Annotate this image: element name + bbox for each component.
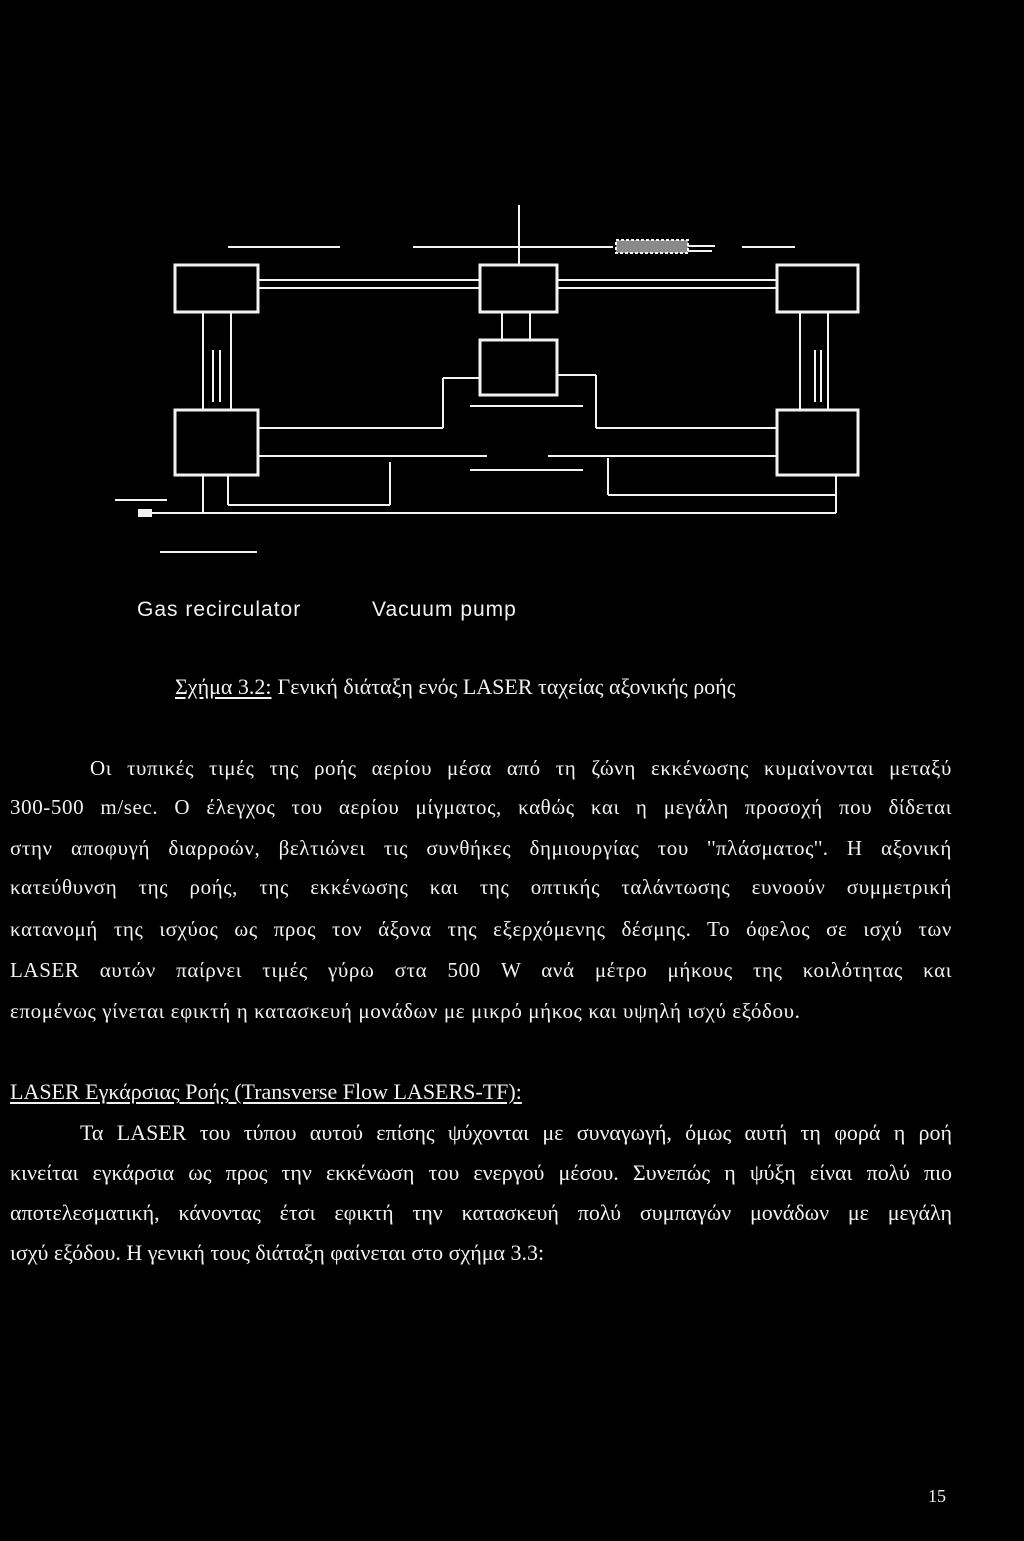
paragraph-line: Τα LASER του τύπου αυτού επίσης ψύχονται με συναγωγή, όμως αυτή τη φορά η ροή — [80, 1120, 952, 1145]
paragraph-line: ισχύ εξόδου. Η γενική τους διάταξη φαίνεται στο σχήμα 3.3: — [10, 1240, 545, 1265]
page-number: 15 — [928, 1486, 946, 1506]
right-vertical-pipe — [800, 312, 828, 410]
section-heading: LASER Εγκάρσιας Ροής (Transverse Flow LASERS-TF): — [10, 1079, 522, 1104]
center-middle-box — [480, 340, 557, 395]
left-vertical-pipe — [203, 312, 231, 410]
figure-caption — [175, 674, 735, 700]
paragraph-line: Οι τυπικές τιμές της ροής αερίου μέσα από τη ζώνη εκκένωσης κυμαίνονται μεταξύ — [90, 756, 952, 780]
lower-left-box — [175, 410, 258, 475]
upper-left-box — [175, 265, 258, 312]
discharge-tube — [470, 406, 583, 470]
paragraph-line: επομένως γίνεται εφικτή η κατασκευή μονάδων με μικρό μήκος και υψηλή ισχύ εξόδου. — [10, 999, 801, 1023]
paragraph-line: 300-500 m/sec. Ο έλεγχος του αερίου μίγματος, καθώς και η μεγάλη προσοχή που δίδεται — [10, 795, 952, 819]
bottom-return-lines — [115, 458, 836, 552]
paragraph-line: κατεύθυνση της ροής, της εκκένωσης και της οπτικής ταλάντωσης ευνοούν συμμετρική — [10, 875, 952, 899]
center-connectors — [443, 312, 596, 428]
lower-right-box — [777, 410, 858, 475]
laser-schematic-diagram — [0, 0, 1024, 580]
top-line-component — [616, 240, 688, 253]
paragraph-line: LASER αυτών παίρνει τιμές γύρω στα 500 W ανά μέτρο μήκους της κοιλότητας και — [10, 958, 952, 982]
paragraph-line: αποτελεσματική, κάνοντας έτσι εφικτή την κατασκευή πολύ συμπαγών μονάδων με μεγάλη — [10, 1200, 952, 1225]
paragraph-line: στην αποφυγή διαρροών, βελτιώνει τις συνθήκες δημιουργίας του ''πλάσματος''. Η αξονική — [10, 836, 952, 860]
upper-connecting-pipes — [258, 280, 777, 288]
gas-recirculator-label: Gas recirculator — [137, 598, 302, 621]
line-end-marker — [138, 509, 152, 517]
paragraph-line: κατανομή της ισχύος ως προς τον άξονα της εξερχόμενης δέσμης. Το όφελος σε ισχύ των — [10, 917, 952, 941]
paragraph-line: κινείται εγκάρσια ως προς την εκκένωση του ενεργού μέσου. Συνεπώς η ψύξη είναι πολύ πιο — [10, 1160, 952, 1185]
lower-connecting-pipes — [258, 428, 777, 456]
lower-boxes — [175, 410, 858, 475]
figure-caption-text: Γενική διάταξη ενός LASER ταχείας αξονικής ροής — [277, 674, 736, 699]
upper-center-box — [480, 265, 557, 312]
vacuum-pump-label: Vacuum pump — [372, 598, 517, 621]
figure-caption-label: Σχήμα 3.2: — [175, 674, 272, 699]
upper-right-box — [777, 265, 858, 312]
top-supply-line — [228, 205, 795, 265]
